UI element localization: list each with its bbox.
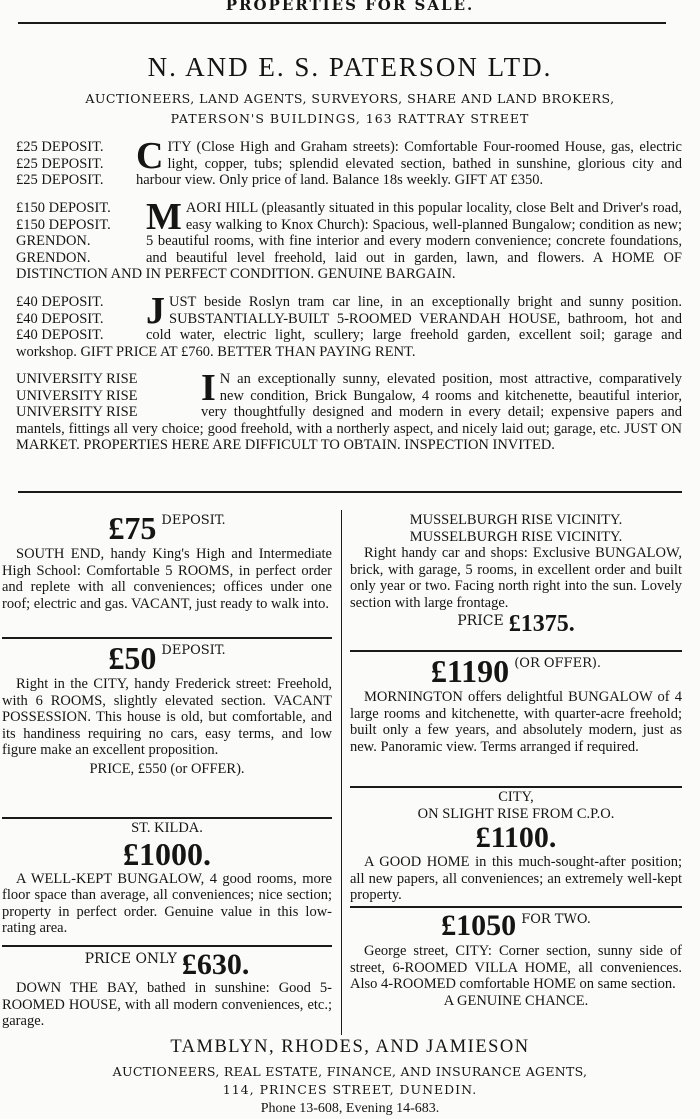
price-suffix: DEPOSIT. xyxy=(161,643,226,658)
heading: MUSSELBURGH RISE VICINITY. xyxy=(409,512,623,528)
label: UNIVERSITY RISE xyxy=(16,404,138,420)
price-suffix: FOR TWO. xyxy=(521,912,591,927)
listing-city xyxy=(16,135,682,188)
price: £630. xyxy=(181,948,250,981)
right-ad-1050 xyxy=(350,909,682,1009)
section-title: PROPERTIES FOR SALE. xyxy=(225,0,475,14)
left-ad-75 xyxy=(2,510,332,612)
price: £1000. xyxy=(123,835,211,872)
paterson-name: N. AND E. S. PATERSON LTD. xyxy=(147,52,553,82)
rule xyxy=(350,786,682,788)
footer-name: TAMBLYN, RHODES, AND JAMIESON xyxy=(170,1037,530,1057)
price-line: PRICE, £550 (or OFFER). xyxy=(89,760,245,777)
label: £25 DEPOSIT. xyxy=(16,155,104,172)
price: £1100. xyxy=(475,821,557,854)
label: £40 DEPOSIT. xyxy=(16,310,104,327)
mid-rule xyxy=(18,491,682,493)
label: UNIVERSITY RISE xyxy=(16,387,138,404)
label: £25 DEPOSIT. xyxy=(16,139,104,155)
drop-cap: J xyxy=(146,290,165,332)
label: £150 DEPOSIT. xyxy=(16,216,111,233)
footer-address: 114, PRINCES STREET, DUNEDIN. xyxy=(222,1082,478,1097)
rule xyxy=(350,906,682,908)
column-divider xyxy=(341,510,342,1035)
right-ad-1190 xyxy=(350,653,682,755)
listing-text: A GOOD HOME in this much-sought-after position; all new papers, all conveniences; an extremely well-kept property. xyxy=(350,854,682,903)
footer-phone: Phone 13-608, Evening 14-683. xyxy=(260,1101,440,1116)
listing-text: A WELL-KEPT BUNGALOW, 4 good rooms, more floor space than average, all conveniences; nice section; property in perfect order. Genuine value in this low-rating area. xyxy=(2,870,332,936)
label: £40 DEPOSIT. xyxy=(16,294,104,310)
listing-text: George street, CITY: Corner section, sunny side of street, 6-ROOMED VILLA HOME, all conveniences. Also 4-ROOMED comfortable HOME on same section. xyxy=(350,943,682,992)
listing-text: ITY (Close High and Graham streets): Comfortable Four-roomed House, gas, electric light, copper, tubs; splendid elevated section, bathed in sunshine, glorious city and harbour view. Only price of land. Balance 18s weekly. GIFT AT £350. xyxy=(136,139,682,188)
listing-tail: A GENUINE CHANCE. xyxy=(443,992,589,1009)
right-ad-1100 xyxy=(350,789,682,904)
heading: CITY, xyxy=(498,789,534,805)
listing-text: Right in the CITY, handy Frederick street: Freehold, with 6 ROOMS, slightly elevated section. VACANT POSSESSION. This house is old, but comfortable, and its handiness requiring no cars, easy terms, and low figure make an excellent proposition. xyxy=(2,676,332,758)
label: GRENDON. xyxy=(16,249,91,266)
price-suffix: (OR OFFER). xyxy=(514,656,602,671)
listing-text: AORI HILL (pleasantly situated in this popular locality, close Belt and Driver's road, easy walking to Knox Church): Spacious, well-planned Bungalow; condition as new; 5 beautiful rooms, with fine interior and every modern convenience; concrete foundations, and beautiful level freehold, laid out in garden, lawn, and flowers. A HOME OF DISTINCTION AND IN PERFECT CONDITION. GENUINE BARGAIN. xyxy=(16,200,682,282)
drop-cap: I xyxy=(201,367,216,409)
rule xyxy=(2,945,332,947)
listing-text: DOWN THE BAY, bathed in sunshine: Good 5-ROOMED HOUSE, with all modern conveniences, etc.; garage. xyxy=(2,980,332,1029)
rule xyxy=(2,637,332,639)
listing-text: UST beside Roslyn tram car line, in an exceptionally bright and sunny position. SUBSTANTIALLY-BUILT 5-ROOMED VERANDAH HOUSE, bathroom, hot and cold water, electric light, scullery; large freehold garden, excellent soil; garage and workshop. GIFT PRICE AT £760. BETTER THAN PAYING RENT. xyxy=(16,294,682,360)
listing-text: MORNINGTON offers delightful BUNGALOW of 4 large rooms and kitchenette, with quarter-acre freehold; built only a few years, and absolutely modern, just as new. Panoramic view. Terms arranged if required. xyxy=(350,689,682,755)
left-ad-630 xyxy=(2,948,332,1030)
price: £50 xyxy=(108,640,157,676)
rule xyxy=(350,650,682,652)
label: £25 DEPOSIT. xyxy=(16,172,104,188)
listing-maori-hill xyxy=(16,196,682,292)
listing-text: SOUTH END, handy King's High and Intermediate High School: Comfortable 5 ROOMS, in perfect order and replete with all conveniences; offices under one roof; electric and gas. VACANT, just ready to walk into. xyxy=(2,546,332,612)
paterson-subtitle: AUCTIONEERS, LAND AGENTS, SURVEYORS, SHARE AND LAND BROKERS, xyxy=(85,91,615,106)
footer-subtitle: AUCTIONEERS, REAL ESTATE, FINANCE, AND INSURANCE AGENTS, xyxy=(112,1064,588,1079)
listing-university-rise xyxy=(16,367,682,483)
heading: MUSSELBURGH RISE VICINITY. xyxy=(409,528,623,545)
listing-text: N an exceptionally sunny, elevated position, most attractive, comparatively new condition, Brick Bungalow, 4 rooms and kitchenette, beautiful interior, very thoughtfully designed and modern in every detail; expensive papers and mantels, fittings all very choice; good freehold, with a northerly aspect, and nicely laid out; garage, etc. JUST ON MARKET. PROPERTIES HERE ARE DIFFICULT TO OBTAIN. INSPECTION INVITED. xyxy=(16,371,682,453)
label: GRENDON. xyxy=(16,233,91,249)
left-ad-50 xyxy=(2,640,332,777)
price-prefix: PRICE xyxy=(457,613,504,629)
listing-roslyn xyxy=(16,290,682,368)
listing-text: Right handy car and shops: Exclusive BUNGALOW, brick, with garage, 5 rooms, in excellent order and built only year or two. Facing north right into the sun. Lovely section with large frontage. xyxy=(350,545,682,611)
price-suffix: DEPOSIT. xyxy=(161,513,226,528)
price: £75 xyxy=(108,510,157,546)
heading: ON SLIGHT RISE FROM C.P.O. xyxy=(417,805,615,822)
price: £1190 xyxy=(430,653,510,689)
left-ad-st-kilda xyxy=(2,820,332,937)
heading: ST. KILDA. xyxy=(131,820,203,836)
top-rule xyxy=(18,22,666,24)
price: £1375. xyxy=(508,611,575,637)
drop-cap: M xyxy=(146,196,182,238)
rule xyxy=(2,817,332,819)
right-ad-musselburgh xyxy=(350,512,682,639)
paterson-address: PATERSON'S BUILDINGS, 163 RATTRAY STREET xyxy=(170,111,530,126)
price: £1050 xyxy=(441,909,517,942)
drop-cap: C xyxy=(136,135,164,177)
label: £40 DEPOSIT. xyxy=(16,327,104,343)
price-prefix: PRICE ONLY xyxy=(84,951,177,967)
label: UNIVERSITY RISE xyxy=(16,371,138,387)
label: £150 DEPOSIT. xyxy=(16,200,111,216)
